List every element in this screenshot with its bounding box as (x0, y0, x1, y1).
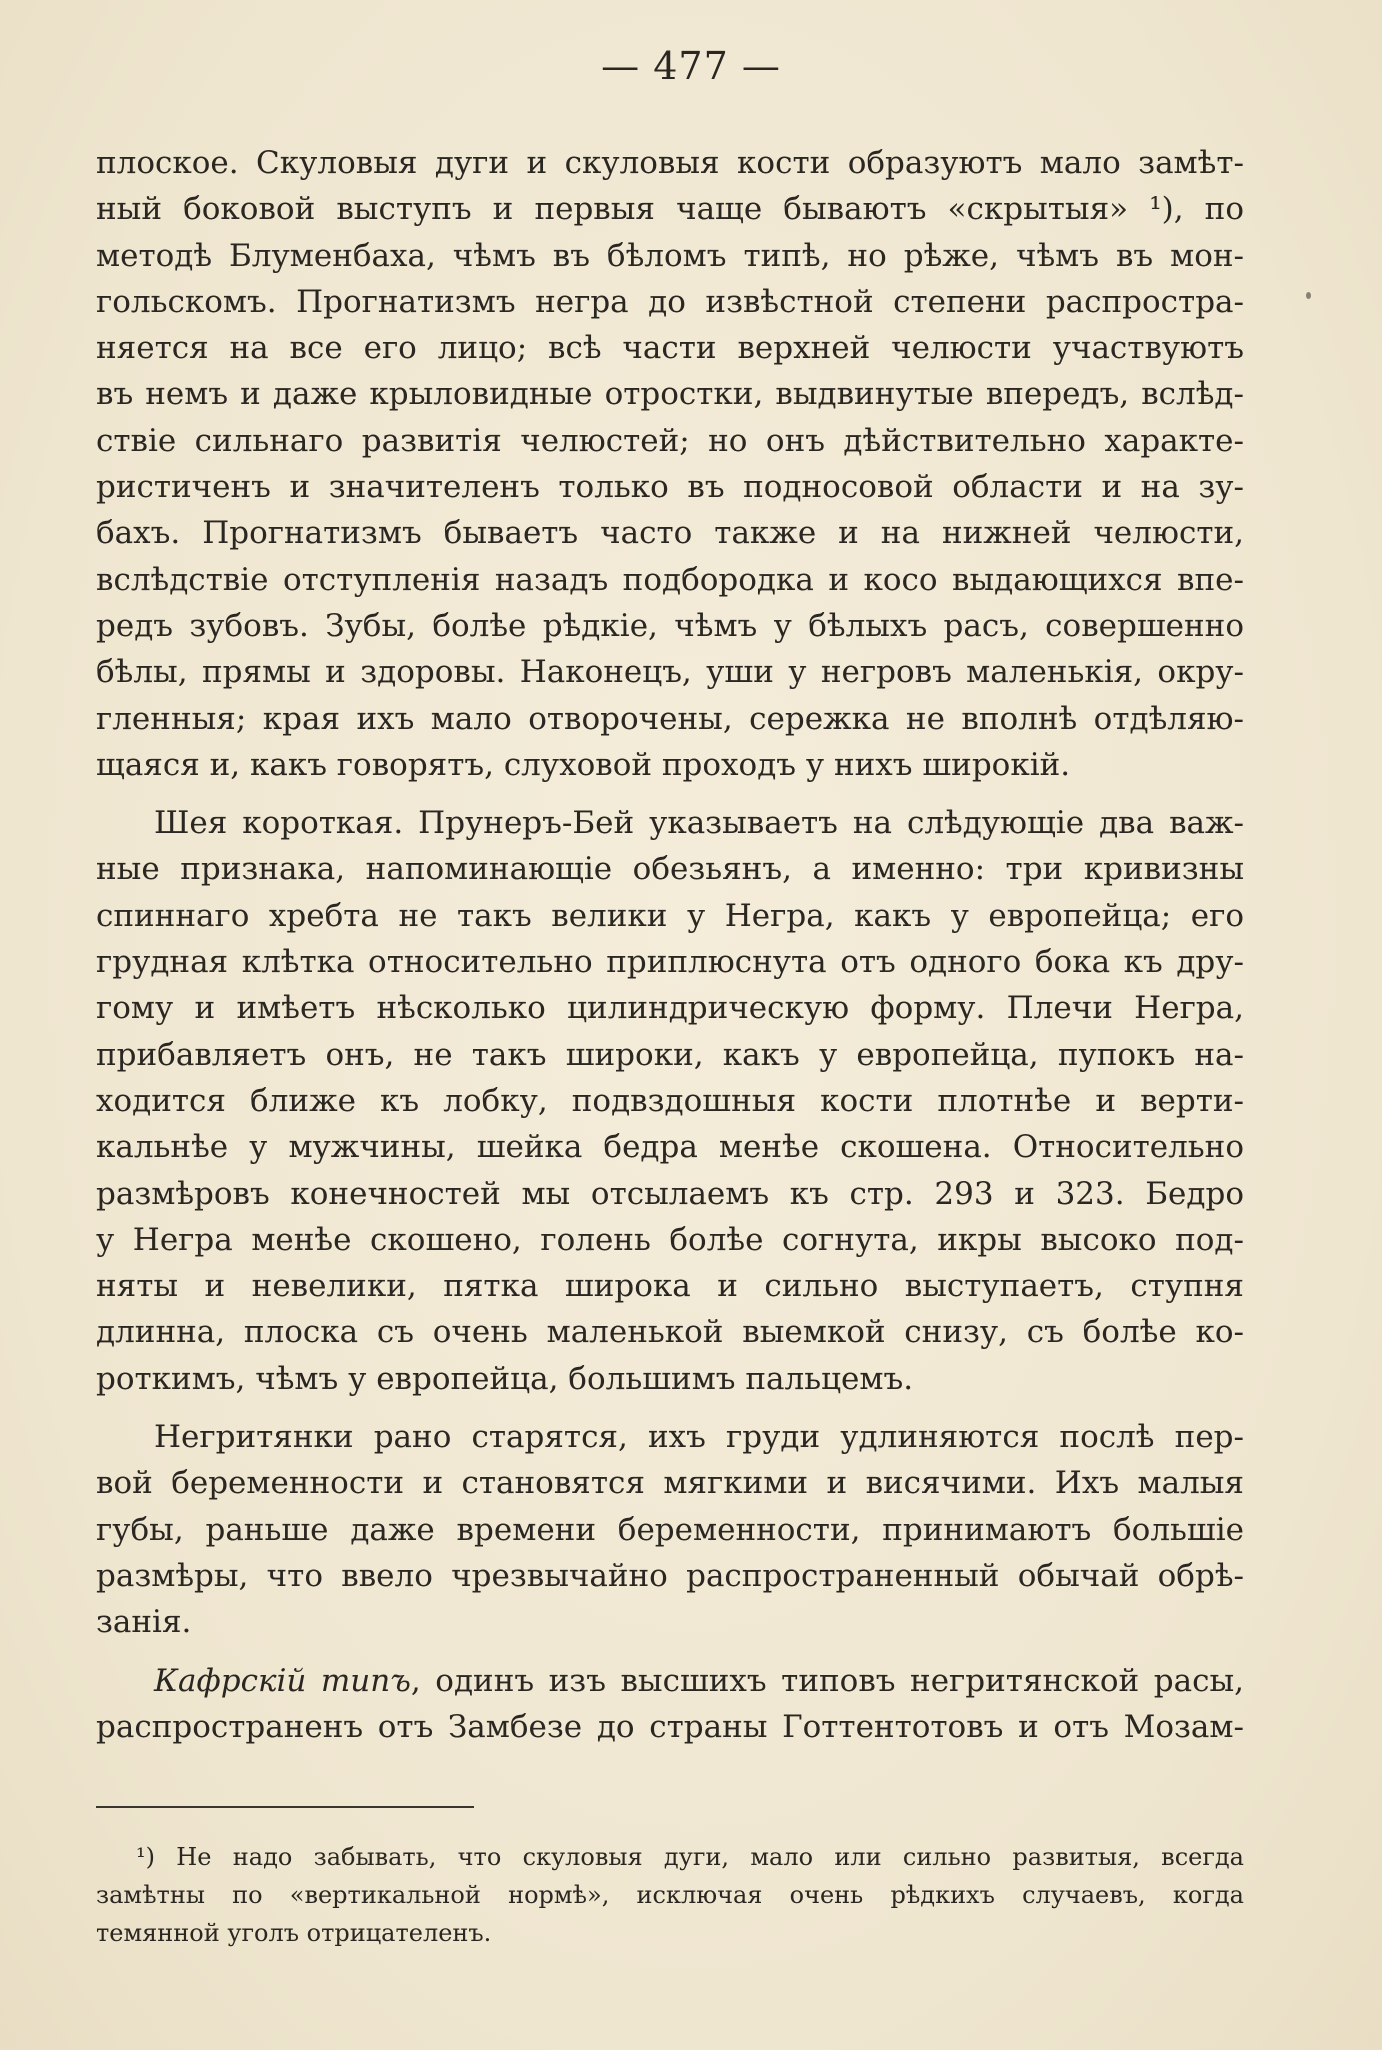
text-line: ходится ближе къ лобку, подвздошныя кости плотнѣе и верти- (96, 1082, 1244, 1119)
text-line: въ немъ и даже крыловидные отростки, выдвинутые впередъ, вслѣд- (96, 376, 1244, 413)
text-line: Негритянки рано старятся, ихъ груди удлиняются послѣ пер- (154, 1419, 1244, 1456)
page-number: — 477 — (601, 44, 781, 88)
text-line: бѣлы, прямы и здоровы. Наконецъ, уши у негровъ маленькія, окру- (96, 654, 1244, 691)
text-line: вслѣдствіе отступленія назадъ подбородка и косо выдающихся впе- (96, 561, 1244, 598)
text-line: у Негра менѣе скошено, голень болѣе согнута, икры высоко под- (96, 1221, 1244, 1258)
text-line: вой беременности и становятся мягкими и висячими. Ихъ малыя (96, 1465, 1244, 1502)
footnote-line: замѣтны по «вертикальной нормѣ», исключая очень рѣдкихъ случаевъ, когда (96, 1881, 1244, 1909)
text-line: ствіе сильнаго развитія челюстей; но онъ дѣйствительно характе- (96, 422, 1244, 459)
text-line: ный боковой выступъ и первыя чаще бываютъ «скрытыя» ¹), по (96, 191, 1244, 228)
text-line: ные признака, напоминающіе обезьянъ, а именно: три кривизны (96, 851, 1244, 888)
text-line: грудная клѣтка относительно приплюснута отъ одного бока къ дру- (96, 944, 1244, 981)
text-line: занія. (96, 1604, 192, 1641)
text-line: кальнѣе у мужчины, шейка бедра менѣе скошена. Относительно (96, 1129, 1244, 1166)
footnote-line: темянной уголъ отрицателенъ. (96, 1919, 492, 1947)
text-line (96, 1658, 1244, 1704)
text-line: длинна, плоска съ очень маленькой выемкой снизу, съ болѣе ко- (96, 1314, 1244, 1351)
text-line: Шея короткая. Прунеръ-Бей указываетъ на слѣдующіе два важ- (154, 805, 1244, 842)
italic-term: Кафрскій типъ (154, 1662, 411, 1699)
text-line: роткимъ, чѣмъ у европейца, большимъ пальцемъ. (96, 1360, 914, 1397)
text-line: гольскомъ. Прогнатизмъ негра до извѣстной степени распростра- (96, 283, 1244, 320)
text-line: плоское. Скуловыя дуги и скуловыя кости образуютъ мало замѣт- (96, 145, 1244, 181)
text-line: размѣры, что ввело чрезвычайно распространенный обычай обрѣ- (96, 1557, 1244, 1594)
text-line: губы, раньше даже времени беременности, принимаютъ большіе (96, 1511, 1244, 1548)
text-line: спиннаго хребта не такъ велики у Негра, какъ у европейца; его (96, 897, 1244, 934)
footnote (96, 1838, 1244, 1952)
text-line: размѣровъ конечностей мы отсылаемъ къ стр. 293 и 323. Бедро (96, 1175, 1244, 1212)
text-line: редъ зубовъ. Зубы, болѣе рѣдкіе, чѣмъ у бѣлыхъ расъ, совершенно (96, 607, 1244, 644)
text-span: , одинъ изъ высшихъ типовъ негритянской расы, (410, 1662, 1244, 1699)
footnote-divider (96, 1806, 474, 1808)
text-line: методѣ Блуменбаха, чѣмъ въ бѣломъ типѣ, но рѣже, чѣмъ въ мон- (96, 237, 1244, 274)
text-line: няется на все его лицо; всѣ части верхней челюсти участвуютъ (96, 330, 1244, 367)
text-line: ристиченъ и значителенъ только въ подносовой области и на зу- (96, 469, 1244, 506)
footnote-line: ¹) Не надо забывать, что скуловыя дуги, мало или сильно развитыя, всегда (136, 1843, 1244, 1871)
text-line: гому и имѣетъ нѣсколько цилиндрическую форму. Плечи Негра, (96, 990, 1244, 1027)
text-line: распространенъ отъ Замбезе до страны Готтентотовъ и отъ Мозам- (96, 1708, 1244, 1745)
text-line: прибавляетъ онъ, не такъ широки, какъ у европейца, пупокъ на- (96, 1036, 1244, 1073)
text-line: щаяся и, какъ говорятъ, слуховой проходъ у нихъ широкій. (96, 746, 1071, 783)
text-line: гленныя; края ихъ мало отворочены, сережка не вполнѣ отдѣляю- (96, 700, 1244, 737)
text-line: няты и невелики, пятка широка и сильно выступаетъ, ступня (96, 1268, 1244, 1305)
text-line: бахъ. Прогнатизмъ бываетъ часто также и на нижней челюсти, (96, 515, 1244, 552)
main-text (96, 140, 1244, 1750)
paper-speck (1306, 292, 1311, 299)
